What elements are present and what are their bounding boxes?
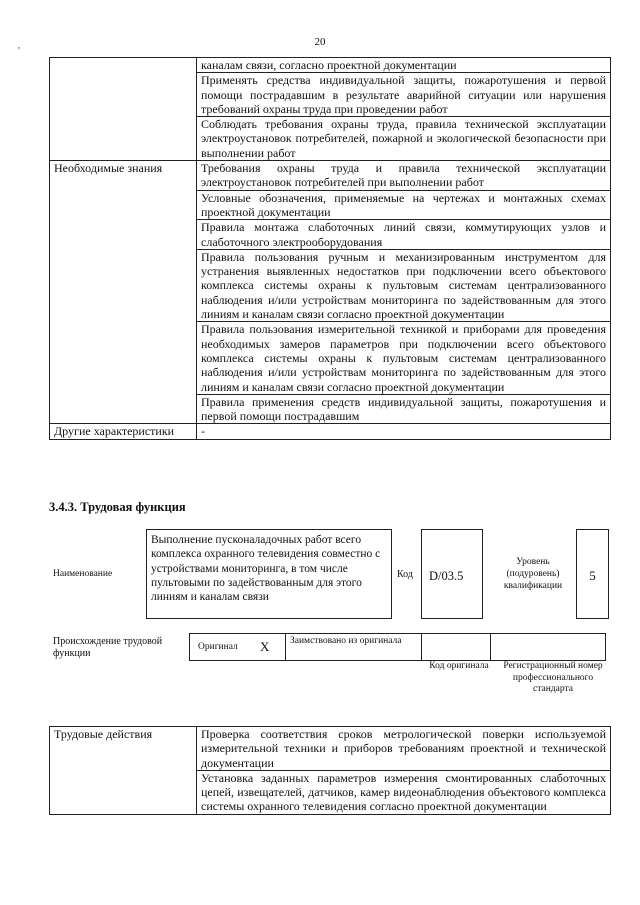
- row-text: Правила применения средств индивидуальной защиты, пожаротушения и первой помощи пострадавшим: [197, 394, 611, 424]
- table-row: [50, 424, 611, 439]
- name-label: Наименование: [53, 569, 113, 579]
- code-label: Код: [397, 569, 413, 580]
- row-text: Правила пользования ручным и механизированным инструментом для устранения выявленных недостатков при подключении всего объектового комплекса системы охраны к пультовым системам централизованного наблюдения и/или устройствам мониторинга по задействованным для этого линиям и каналам связи согласно проектной документации: [197, 249, 611, 321]
- table-row: [50, 161, 611, 191]
- row-text: Соблюдать требования охраны труда, правила технической эксплуатации электроустановок потребителей, пожарной и экологической безопасности при выполнении работ: [197, 117, 611, 161]
- code-original-label: Код оригинала: [429, 661, 489, 671]
- original-mark: X: [260, 639, 270, 654]
- borrowed-cell: Заимствовано из оригинала: [285, 633, 422, 661]
- code-original-cell: [421, 633, 491, 661]
- origin-label: Происхождение трудовой функции: [53, 636, 163, 659]
- row-text: Установка заданных параметров измерения смонтированных слаботочных цепей, извещателей, датчиков, камер видеонаблюдения объектового комплекса системы охранного телевидения согласно проектной документации: [197, 770, 611, 814]
- row-text: -: [197, 424, 611, 439]
- row-label-knowledge: Необходимые знания: [50, 161, 197, 424]
- row-text: Проверка соответствия сроков метрологической поверки используемой измерительной техники и приборов требованиям проектной и технической документации: [197, 727, 611, 771]
- reg-number-cell: [490, 633, 606, 661]
- level-label: Уровень (подуровень) квалификации: [503, 557, 563, 591]
- row-label: [50, 58, 197, 161]
- row-text: Условные обозначения, применяемые на чертежах и монтажных схемах проектной документации: [197, 190, 611, 220]
- table-row: [50, 58, 611, 73]
- row-label-actions: Трудовые действия: [50, 727, 197, 815]
- original-cell: [189, 633, 286, 661]
- table-row: [50, 727, 611, 771]
- reg-number-label: Регистрационный номер профессионального стандарта: [503, 661, 603, 694]
- page-number: 20: [314, 36, 326, 48]
- function-name-box: Выполнение пусконаладочных работ всего комплекса охранного телевидения совместно с устройствами мониторинга, в том числе пультовыми по задействованным для этого линиям и каналам связи: [146, 529, 392, 619]
- labor-actions-table: [49, 726, 611, 815]
- row-text: Правила пользования измерительной техникой и приборами для проведения необходимых замеров параметров при подключении всего объектового комплекса системы охраны к пультовым системам централизованного наблюдения и/или устройствам мониторинга по задействованным для этого линиям и каналам связи согласно проектной документации: [197, 322, 611, 394]
- row-text: Правила монтажа слаботочных линий связи, коммутирующих узлов и слаботочного электрооборудования: [197, 220, 611, 250]
- row-text: каналам связи, согласно проектной документации: [197, 58, 611, 73]
- margin-mark: ': [18, 46, 20, 57]
- section-title: 3.4.3. Трудовая функция: [49, 500, 186, 514]
- level-value-box: 5: [576, 529, 609, 619]
- knowledge-skills-table: [49, 57, 611, 440]
- code-value-box: D/03.5: [421, 529, 483, 619]
- original-label: Оригинал: [198, 642, 238, 652]
- row-label-other: Другие характеристики: [50, 424, 197, 439]
- row-text: Применять средства индивидуальной защиты, пожаротушения и первой помощи пострадавшим в результате аварийной ситуации или нарушения требований охраны труда при проведении работ: [197, 73, 611, 117]
- row-text: Требования охраны труда и правила технической эксплуатации электроустановок потребителей при выполнении работ: [197, 161, 611, 191]
